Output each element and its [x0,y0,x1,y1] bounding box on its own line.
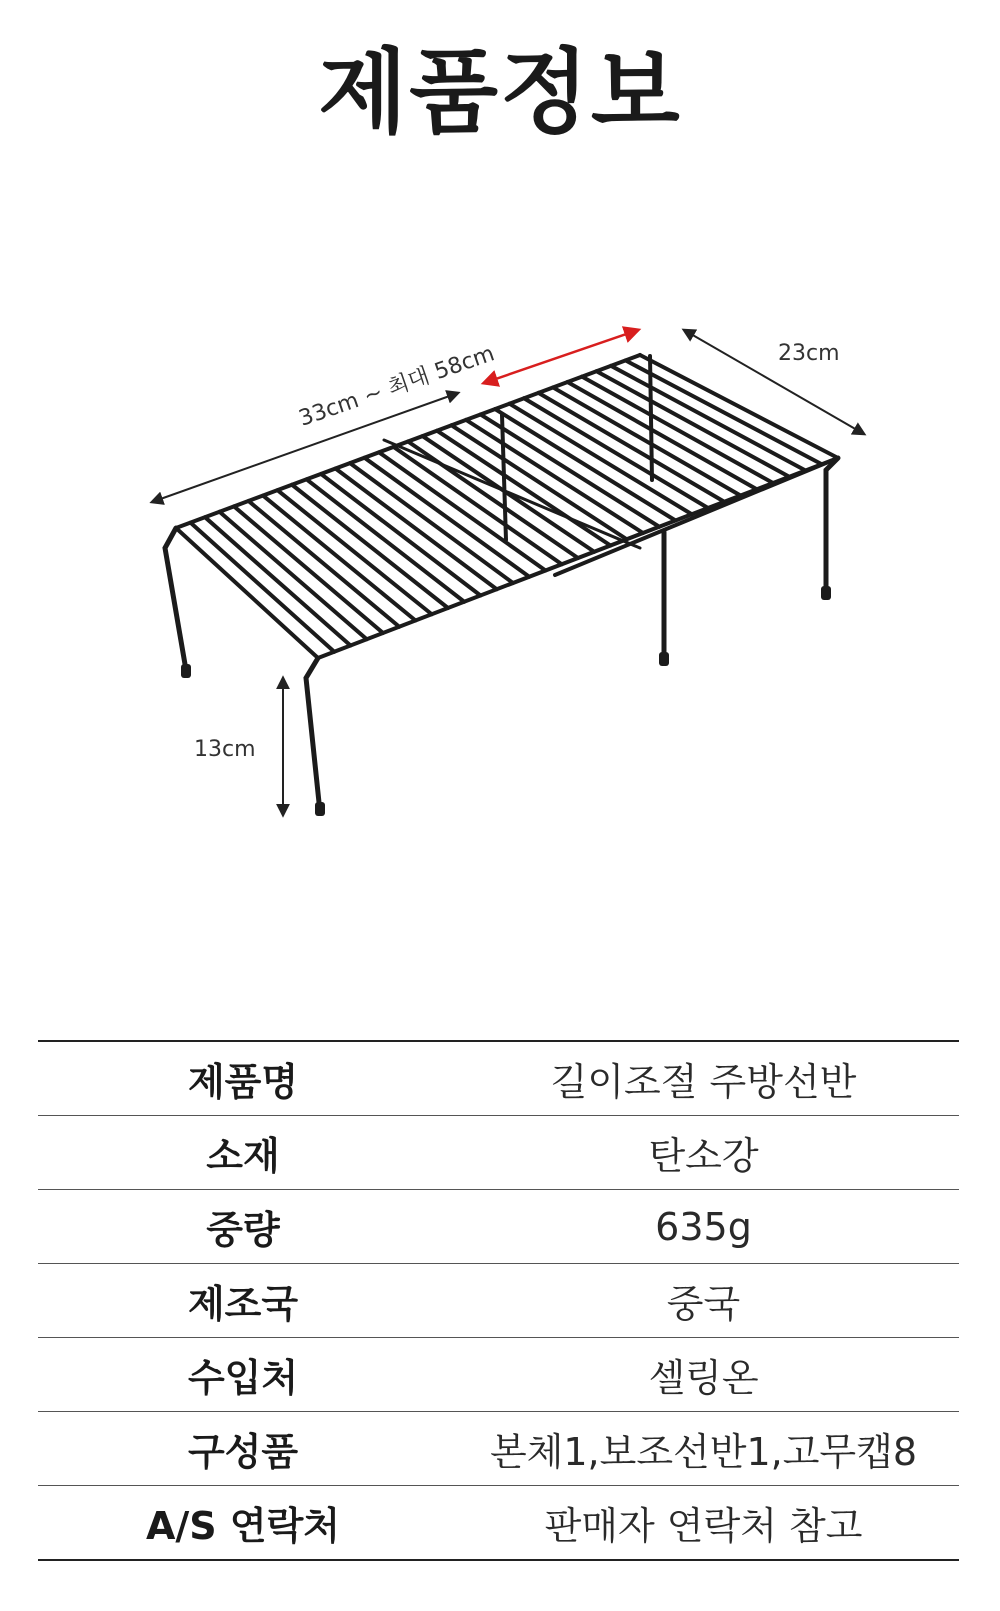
rack-cross-wire [611,366,806,471]
spec-label: 제품명 [38,1041,448,1116]
rack-leg [165,528,186,670]
spec-label: 소재 [38,1116,448,1190]
spec-value: 중국 [448,1264,959,1338]
width-dimension-label: 33cm ~ 최대 58cm [295,341,498,432]
rack-cross-wire [249,501,400,627]
spec-label: 수입처 [38,1338,448,1412]
rubber-cap [181,664,191,678]
rack-cross-wire [234,506,383,633]
rack-leg [306,658,320,812]
spec-row [38,1412,959,1486]
spec-row [38,1486,959,1561]
page-title: 제품정보 [318,39,682,146]
spec-row [38,1041,959,1116]
rack-leg [650,356,652,480]
spec-value: 판매자 연락처 참고 [544,1504,863,1548]
rack-leg [826,458,838,592]
spec-value: 길이조절 주방선반 [448,1041,959,1116]
rack-cross-wire [278,490,432,614]
rubber-cap [315,802,325,816]
expandable-shelf-rack [165,355,838,816]
spec-value: 635g [448,1190,959,1264]
spec-row [38,1190,959,1264]
extension-arrow [484,330,638,383]
spec-value: 셀링온 [448,1338,959,1412]
spec-row [38,1116,959,1190]
rack-front-rail [318,458,838,658]
spec-label: A/S 연락처 [145,1504,340,1548]
spec-label: 구성품 [38,1412,448,1486]
rack-cross-wire [220,512,367,639]
rack-illustration [0,300,1000,860]
rack-cross-wire [640,355,838,458]
rack-cross-wire [626,360,822,464]
rubber-cap [821,586,831,600]
rack-cross-wire [176,528,318,658]
spec-label: 제조국 [38,1264,448,1338]
rack-cross-wire [263,496,416,621]
spec-label: 중량 [38,1190,448,1264]
spec-value: 탄소강 [448,1116,959,1190]
spec-table [38,1040,959,1561]
rubber-cap [659,652,669,666]
depth-dimension-label: 23cm [778,341,840,366]
rack-cross-wire [205,517,351,645]
product-diagram [0,300,1000,860]
rack-cross-wire [191,523,335,652]
spec-row [38,1338,959,1412]
spec-value: 본체1,보조선반1,고무캡8 [448,1412,959,1486]
height-dimension-label: 13cm [194,737,256,762]
spec-row [38,1264,959,1338]
rack-extension-front [555,458,838,575]
